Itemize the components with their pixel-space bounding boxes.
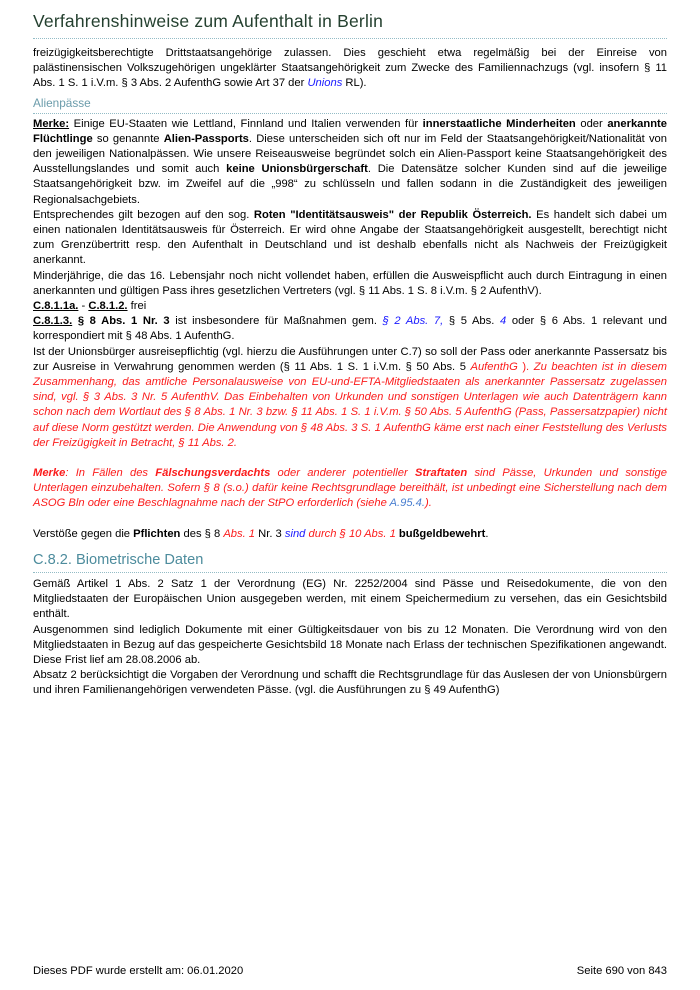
text-run: Merke: — [33, 117, 70, 130]
text-run: oder § 6 Abs. 1 relevant und korrespondiert mit § 48 Abs. 1 AufenthG. — [33, 315, 667, 343]
text-run: bußgeldbewehrt — [398, 527, 486, 540]
text-run: durch § 10 Abs. 1 — [308, 527, 396, 540]
footer-page-number: Seite 690 von 843 — [576, 965, 667, 977]
text-run: ). — [424, 497, 432, 510]
text-run: . — [485, 527, 489, 540]
text-run: ). — [517, 360, 534, 373]
text-run: RL). — [342, 77, 367, 90]
cross-reference-link[interactable]: 4 — [500, 315, 507, 328]
paragraph-verwahrung — [33, 345, 667, 451]
paragraph-merke-faelschung — [33, 466, 667, 512]
cross-reference-link[interactable]: sind — [284, 527, 306, 540]
text-run: : In Fällen des — [65, 467, 156, 480]
text-run: so genannte — [92, 132, 164, 145]
cross-reference-link[interactable]: A.95.4. — [389, 497, 425, 510]
text-run: Es handelt sich dabei um einen nationalen Identitätsausweis für Österreich. Er wird ohne Angabe der Staatsangehörigkeit ausgestellt, berechtigt nicht zum Grenzübertritt resp. den Aufenthalt in Deutschland und ist deshalb ebenfalls nicht als Nachweis der Freizügigkeit anerkannt. — [33, 208, 667, 267]
text-run: anerkannte Flüchtlinge — [33, 117, 668, 145]
text-run: AufenthG — [470, 360, 518, 373]
text-run: Nr. 3 — [255, 527, 285, 540]
text-run: ist insbesondere für Maßnahmen gem. — [169, 315, 383, 328]
text-run: Roten "Identitätsausweis" der Republik Österreich. — [253, 208, 532, 221]
section-heading-biometrische-daten: C.8.2. Biometrische Daten — [33, 552, 667, 573]
paragraph-biometrie-verordnung — [33, 577, 667, 623]
text-run: . Diese unterscheiden sich oft nur im Feld der Staatsangehörigkeit/Nationalität von den jeweiligen Nationalpässen. Wie unsere Reiseausweise begründet solch ein Alien-Passport keine Staatsangehörigkeit des Ausstellungslandes und somit auch — [33, 132, 667, 176]
text-run: Absatz 2 berücksichtigt die Vorgaben der Verordnung und schafft die Rechtsgrundlage für das Auslesen der von Unionsbürgern und ihren Familienangehörigen verwendeten Pässe. (vgl. die Ausführungen zu § 49 AufenthG) — [33, 669, 667, 697]
text-run: Zu beachten ist in diesem Zusammenhang, das amtliche Personalausweise von EU-und-EFTA-Mitgliedstaaten als anerkannter Passersatz zugelassen sind, vgl. § 3 Abs. 3 Nr. 5 AufenthV. Das Einbehalten von Urkunden und sonstigen Unterlagen wie auch Datenträgern kann schon nach dem Wortlaut des § 8 Abs. 1 Nr. 3 bzw. § 11 Abs. 1 S. 1 i.V.m. § 50 Abs. 5 AufenthG (Pass, Passersatzpapier) nicht auf diese Norm gestützt werden. Die Anwendung von § 48 Abs. 3 S. 1 AufenthG käme erst nach einer Feststellung des Verlusts der Freizügigkeit in Betracht, § 11 Abs. 2. — [33, 360, 667, 449]
text-run: innerstaatliche Minderheiten — [422, 117, 576, 130]
text-run: Verstöße gegen die — [33, 527, 134, 540]
text-run: des § 8 — [180, 527, 224, 540]
text-run: oder anderer potentieller — [270, 467, 415, 480]
text-run: Straftaten — [414, 467, 468, 480]
text-run: Ist der Unionsbürger ausreisepflichtig (vgl. hierzu die Ausführungen unter C.7) so soll der Pass oder anerkannte Passersatz bis zur Ausreise in Verwahrung genommen werden (§ 11 Abs. 1 S. 1 i.V.m. § 50 Abs. 5 — [33, 345, 667, 373]
text-run: Abs. 1 — [223, 527, 256, 540]
text-run: freizügigkeitsberechtigte Drittstaatsangehörige zulassen. Dies geschieht etwa regelmäßig bei der Einreise von palästinensischen Volkszugehörigen ungeklärter Staatsangehörigkeit zum Zwecke des Familiennachzugs (vgl. insofern § 11 Abs. 1 S. 1 i.V.m. § 3 Abs. 2 AufenthG sowie Art 37 der — [33, 47, 667, 90]
text-run: Gemäß Artikel 1 Abs. 2 Satz 1 der Verordnung (EG) Nr. 2252/2004 sind Pässe und Reisedokumente, die von den Mitgliedstaaten der Europäischen Union ausgegeben werden, mit einem Speichermedium zu versehen, das ein Gesichtsbild enthält. — [33, 577, 667, 621]
paragraph-minderjaehrige — [33, 269, 667, 299]
paragraph-biometrie-absatz2 — [33, 668, 667, 698]
text-run: Merke — [33, 467, 66, 480]
text-run: sind Pässe, Urkunden und sonstige Unterlagen einzubehalten. Sofern § 8 (s.o.) dafür keine Rechtsgrundlage bereithält, ist unbedingt eine Sicherstellung nach dem ASOG Bln oder eine Beschlagnahme nach der StPO erforderlich (siehe — [33, 467, 667, 510]
cross-reference-link[interactable]: Unions — [307, 77, 343, 90]
text-run: frei — [127, 300, 147, 313]
paragraph-intro — [33, 46, 667, 92]
text-run: C.8.1.2. — [88, 300, 128, 313]
page-title: Verfahrenshinweise zum Aufenthalt in Berlin — [33, 11, 384, 31]
paragraph-verstoesse — [33, 527, 667, 542]
paragraph-identitaetsausweis-oesterreich — [33, 208, 667, 269]
text-run: Pflichten — [133, 527, 181, 540]
text-run: oder — [575, 117, 608, 130]
page-content — [33, 11, 667, 699]
text-run: keine Unionsbürgerschaft — [226, 163, 368, 176]
text-run: C.8.1.3. — [33, 315, 73, 328]
page-footer — [33, 965, 667, 977]
text-run: § 8 Abs. 1 Nr. 3 — [77, 315, 170, 328]
text-run: Einige EU-Staaten wie Lettland, Finnland und Italien verwenden für — [69, 117, 423, 130]
paragraph-merke-alienpassports — [33, 117, 667, 208]
text-run: Fälschungsverdachts — [155, 467, 271, 480]
text-run: Alien-Passports — [163, 132, 249, 145]
text-run: . Die Datensätze solcher Kunden sind auf die jeweilige Staatsangehörigkeit bzw. im Zweifel auf die „998“ zu schlüsseln und fallen sodann in die Zuständigkeit des jeweiligen Regionalsachgebiets. — [33, 163, 667, 206]
text-run: § 5 Abs. — [443, 315, 500, 328]
text-run: Entsprechendes gilt bezogen auf den sog. — [33, 208, 254, 221]
text-run: Ausgenommen sind lediglich Dokumente mit einer Gültigkeitsdauer von bis zu 12 Monaten. Die Verordnung wird von den Mitgliedstaaten in Bezug auf das gespeicherte Gesichtsbild 18 Monate nach Erlass der technischen Spezifikationen angewandt. Diese Frist lief am 28.08.2006 ab. — [33, 623, 667, 666]
section-heading-alienpaesse: Alienpässe — [33, 96, 667, 114]
paragraph-c811a-frei — [33, 299, 667, 314]
text-run: C.8.1.1a. — [33, 300, 79, 313]
footer-created-date: Dieses PDF wurde erstellt am: 06.01.2020 — [33, 965, 244, 977]
paragraph-biometrie-ausnahmen — [33, 623, 667, 669]
text-run: - — [78, 300, 89, 313]
paragraph-c813 — [33, 314, 667, 344]
text-run: Minderjährige, die das 16. Lebensjahr noch nicht vollendet haben, erfüllen die Ausweispflicht auch durch Eintragung in einen anerkannten und gültigen Pass ihres gesetzlichen Vertreters (vgl. § 11 Abs. 1 S. 8 i.V.m. § 2 AufenthV). — [33, 269, 667, 297]
cross-reference-link[interactable]: § 2 Abs. 7, — [382, 315, 444, 328]
title-divider — [33, 38, 667, 39]
